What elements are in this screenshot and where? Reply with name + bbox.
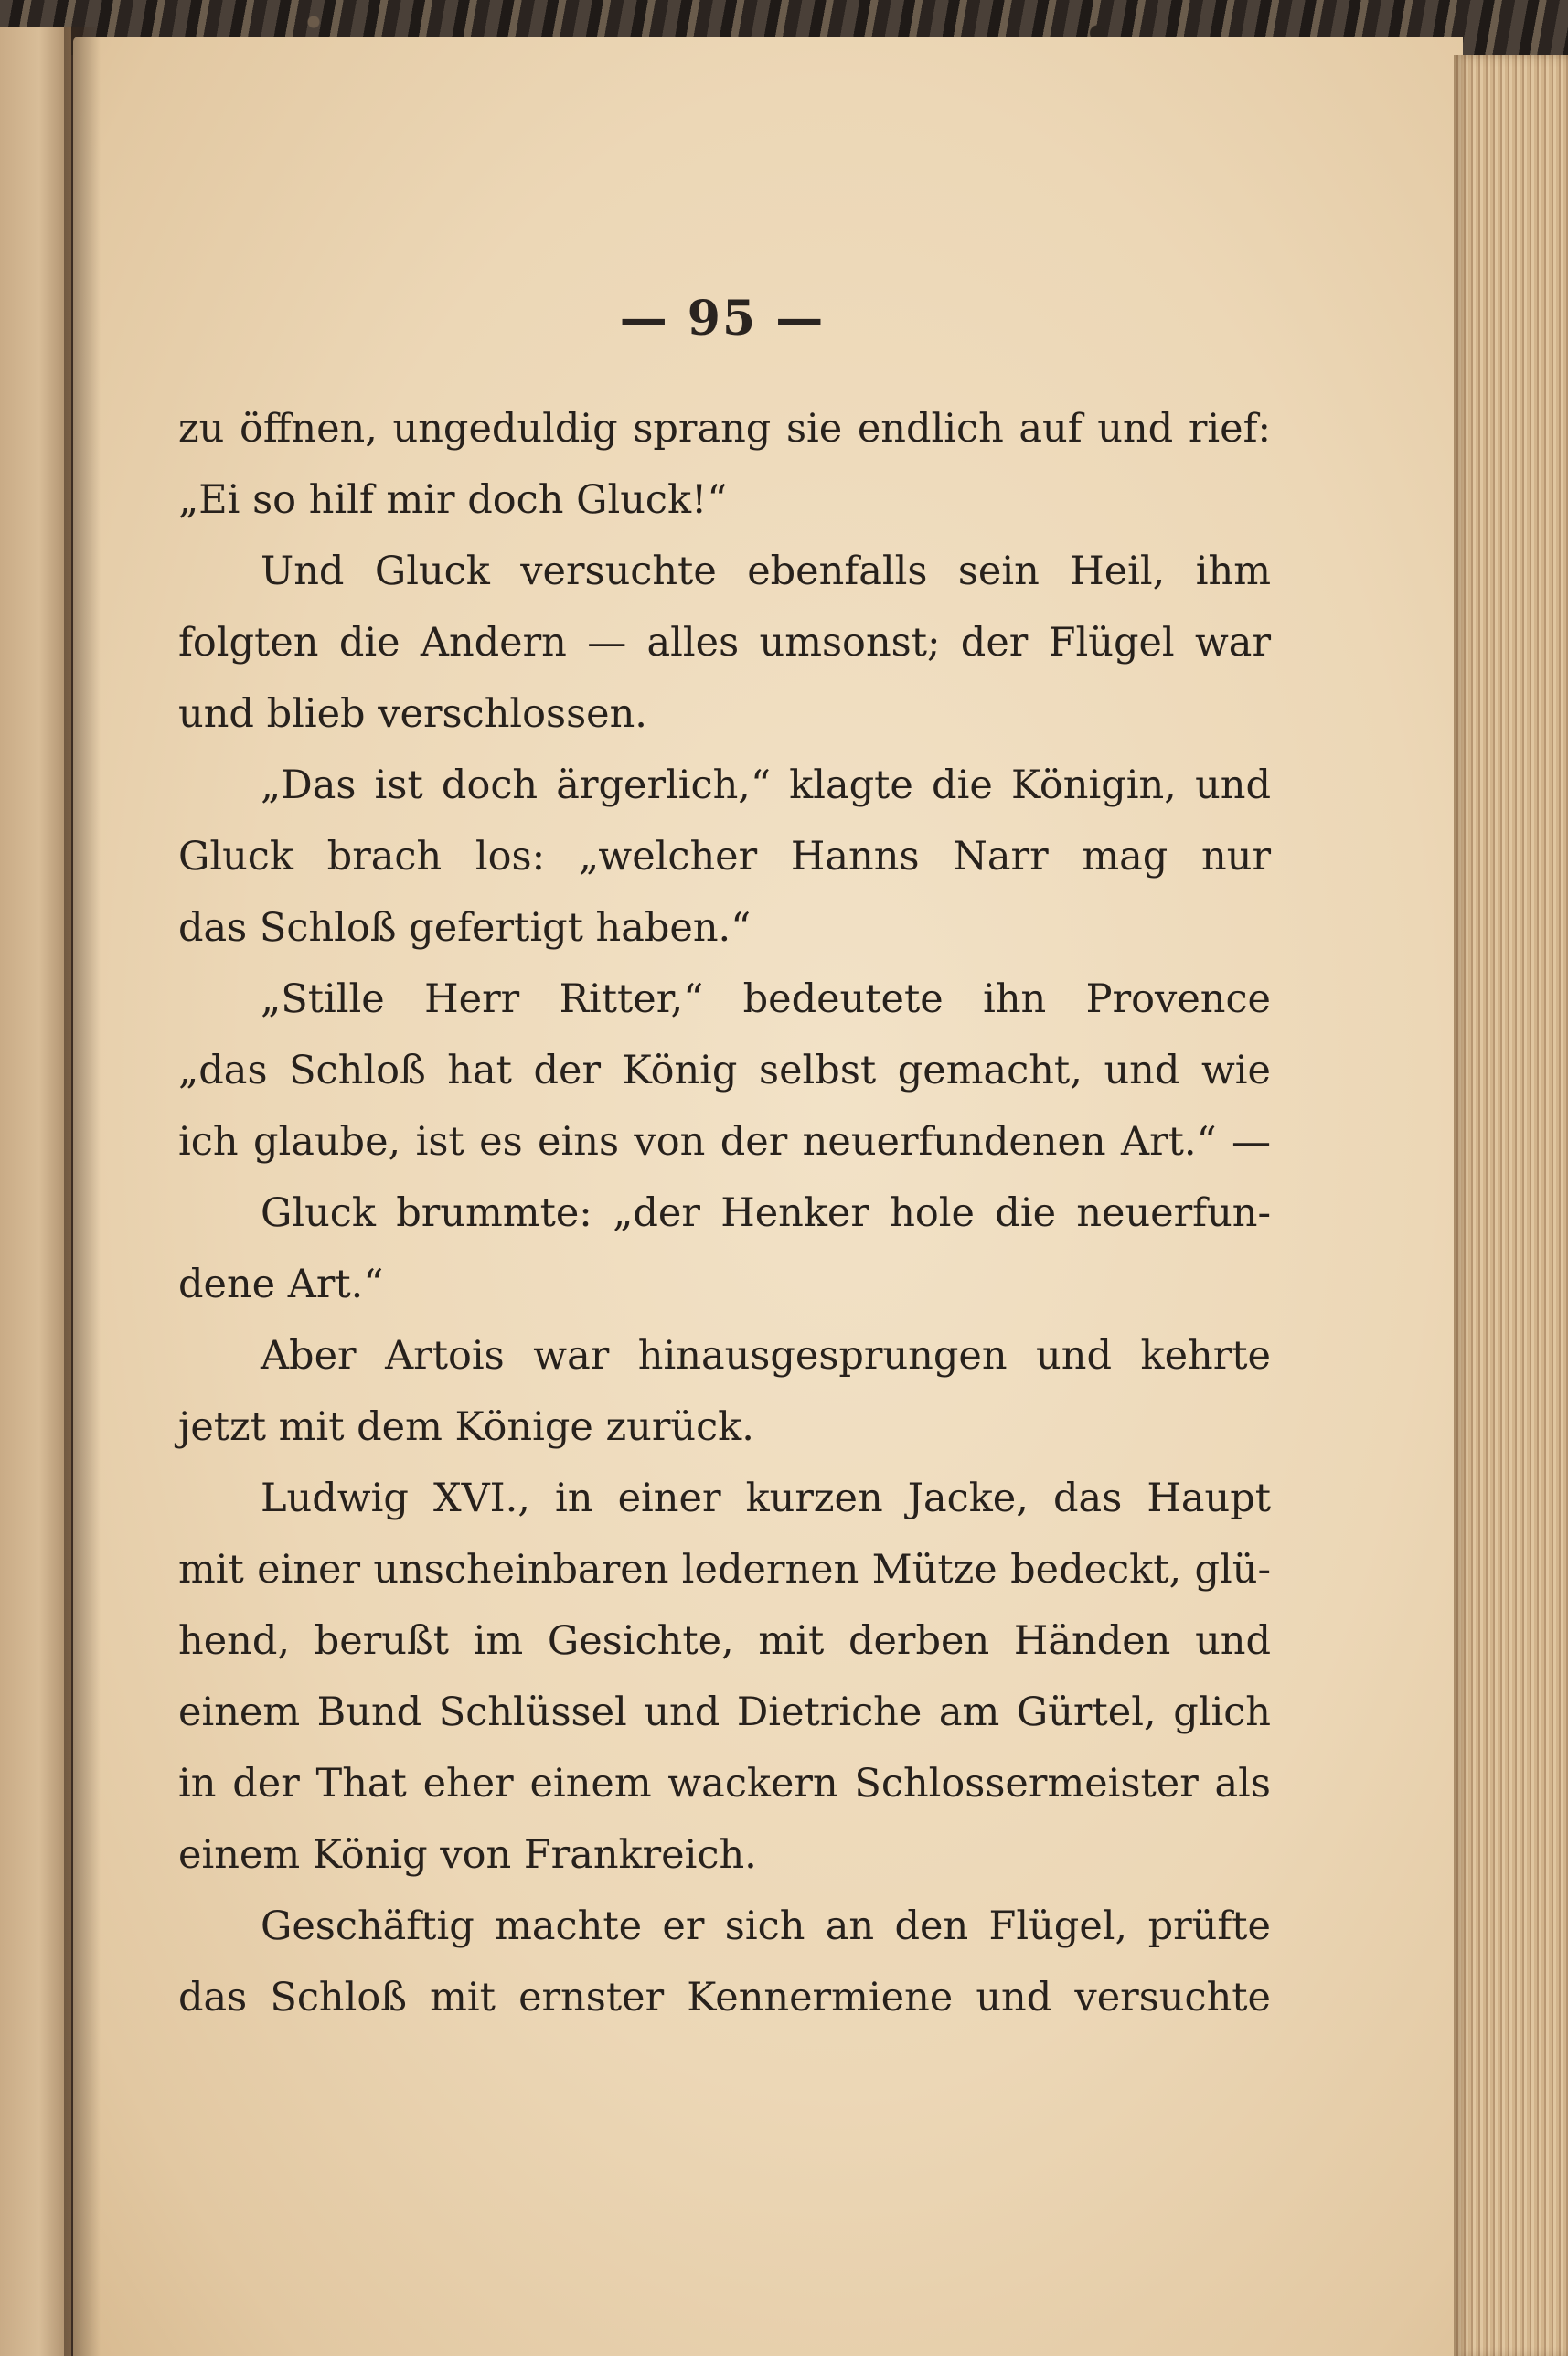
text-line: dene Art.“ xyxy=(178,1262,384,1307)
left-page-edge xyxy=(0,27,71,2356)
text-line: das Schloß gefertigt haben.“ xyxy=(178,905,752,951)
text-line: „Stille Herr Ritter,“ bedeutete ihn Provence xyxy=(261,976,1271,1022)
spine-shadow xyxy=(64,27,101,2356)
text-line: Gluck brummte: „der Henker hole die neuerfun- xyxy=(261,1190,1271,1236)
text-line: „Ei so hilf mir doch Gluck!“ xyxy=(178,477,728,523)
text-line: ich glaube, ist es eins von der neuerfundenen Art.“ — xyxy=(178,1119,1271,1165)
text-line: Aber Artois war hinausgesprungen und kehrte xyxy=(261,1333,1271,1379)
page-stack-edges xyxy=(1454,55,1568,2356)
text-line: einem König von Frankreich. xyxy=(178,1832,757,1878)
text-line: jetzt mit dem Könige zurück. xyxy=(178,1404,754,1450)
text-line: Geschäftig machte er sich an den Flügel, prüfte xyxy=(261,1903,1271,1949)
text-line: hend, berußt im Gesichte, mit derben Händen und xyxy=(178,1618,1271,1664)
text-line: zu öffnen, ungeduldig sprang sie endlich auf und rief: xyxy=(178,406,1271,452)
text-line: Und Gluck versuchte ebenfalls sein Heil, ihm xyxy=(261,549,1271,594)
text-line: „Das ist doch ärgerlich,“ klagte die Königin, und xyxy=(261,762,1271,808)
text-line: mit einer unscheinbaren ledernen Mütze bedeckt, glü- xyxy=(178,1547,1271,1593)
text-line: und blieb verschlossen. xyxy=(178,691,647,737)
text-line: „das Schloß hat der König selbst gemacht, und wie xyxy=(178,1048,1271,1093)
text-line: Ludwig XVI., in einer kurzen Jacke, das Haupt xyxy=(261,1476,1271,1521)
text-line: in der That eher einem wackern Schlossermeister als xyxy=(178,1761,1271,1807)
body-text xyxy=(178,393,1271,2033)
text-line: folgten die Andern — alles umsonst; der Flügel war xyxy=(178,620,1271,666)
text-line: das Schloß mit ernster Kennermiene und versuchte xyxy=(178,1975,1271,2020)
page-number: — 95 — xyxy=(619,291,826,346)
text-line: einem Bund Schlüssel und Dietriche am Gürtel, glich xyxy=(178,1690,1271,1735)
text-line: Gluck brach los: „welcher Hanns Narr mag nur xyxy=(178,834,1271,880)
